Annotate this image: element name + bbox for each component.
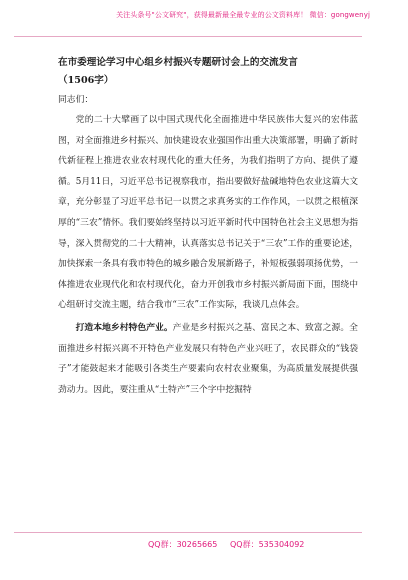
paragraph-industry bbox=[58, 318, 358, 400]
word-count: （1506字） bbox=[58, 75, 114, 86]
footer-divider bbox=[14, 532, 362, 533]
page-header bbox=[0, 0, 408, 42]
paragraph-intro: 党的二十大擘画了以中国式现代化全面推进中华民族伟大复兴的宏伟蓝图，对全面推进乡村振兴、加快建设农业强国作出重大决策部署，明确了新时代新征程上推进农业农村现代化的重大任务，为我们指明了方向、提供了遵循。5月11日，习近平总书记视察我市，指出要做好盐碱地特色农业这篇大文章，充分彰显了习近平总书记一以贯之求真务实的工作作风，一以贯之根植深厚的“三农”情怀。我们要始终坚持以习近平新时代中国特色社会主义思想为指导，深入贯彻党的二十大精神，认真落实总书记关于“三农”工作的重要论述，加快探索一条具有我市特色的城乡融合发展新路子，补短板强弱项扬优势，一体推进农业现代化和农村现代化，奋力开创我市乡村振兴新局面下面，围绕中心组研讨交流主题，结合我市“三农”工作实际，我谈几点体会。 bbox=[58, 115, 358, 311]
greeting: 同志们： bbox=[58, 95, 94, 105]
header-divider bbox=[14, 36, 362, 37]
paragraph-body: 产业是乡村振兴之基、富民之本、致富之源。全面推进乡村振兴离不开特色产业发展只有特色产业兴旺了，农民群众的“钱袋子”才能鼓起来才能吸引各类生产要素向农村农业聚集，为高质量发展提供强劲动力。因此，要注重从“土特产”三个字中挖掘特 bbox=[58, 322, 358, 395]
page-footer bbox=[0, 532, 408, 562]
paragraph-heading: 打造本地乡村特色产业。 bbox=[75, 322, 173, 333]
header-notice: 关注头条号"公文研究"，获得最新最全最专业的公文资料库！ 微信：gongwenyj bbox=[116, 11, 370, 19]
footer-qq-group-2: QQ群：535304092 bbox=[230, 540, 305, 549]
document-title: 在市委理论学习中心组乡村振兴专题研讨会上的交流发言 bbox=[58, 57, 298, 68]
footer-qq-group-1: QQ群：30265665 bbox=[148, 540, 218, 549]
document-body bbox=[58, 54, 358, 400]
